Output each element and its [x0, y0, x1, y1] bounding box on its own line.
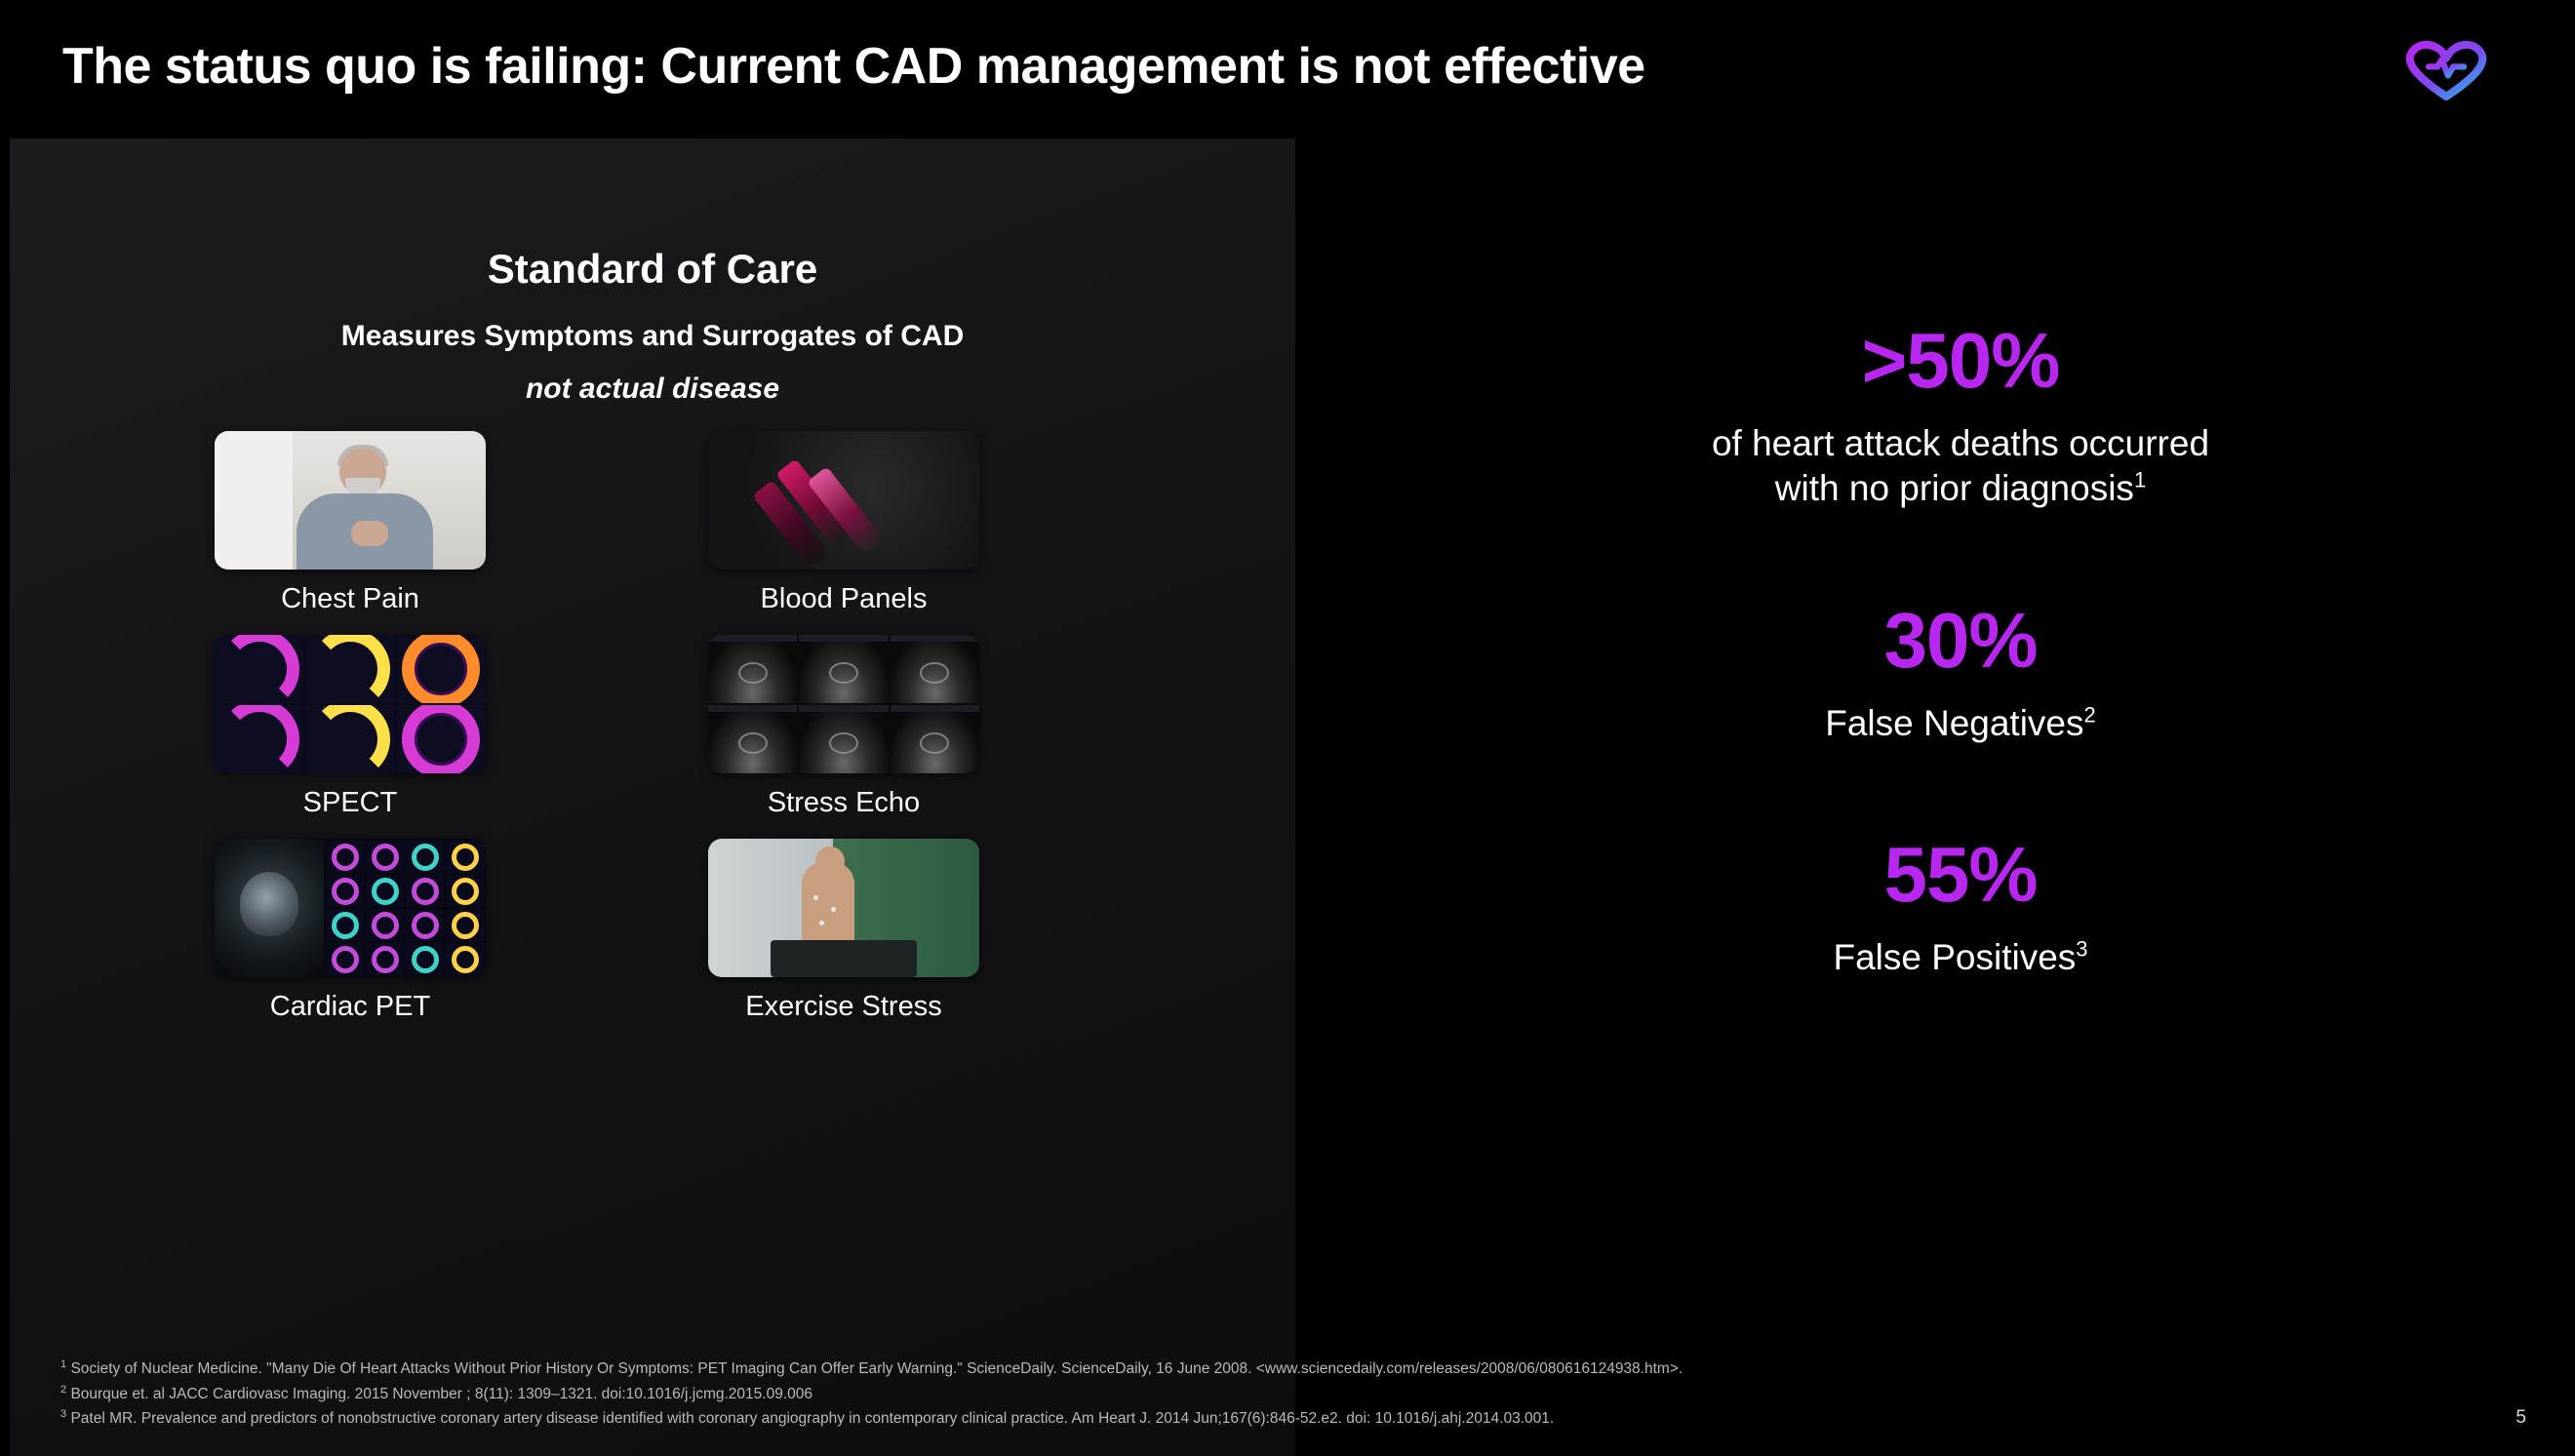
- modality-label: Cardiac PET: [269, 991, 431, 1022]
- modality-item-exercise-stress: [708, 839, 979, 1023]
- standard-of-care-subheading-1: Measures Symptoms and Surrogates of CAD: [340, 320, 965, 352]
- footnote-marker: 2: [60, 1383, 67, 1396]
- standard-of-care-heading: Standard of Care: [487, 246, 818, 292]
- stat-value: 55%: [1883, 830, 2038, 918]
- spect-scan-image: [215, 635, 486, 773]
- stat-block-false-negatives: [1414, 596, 2507, 746]
- stat-caption-line-2: with no prior diagnosis: [1774, 468, 2134, 509]
- footnotes: [60, 1357, 2304, 1431]
- footnote-text: Bourque et. al JACC Cardiovasc Imaging. 2015 November ; 8(11): 1309–1321. doi:10.1016/j.jcmg.2015.09.006: [70, 1385, 812, 1402]
- footnote-marker: 1: [60, 1358, 67, 1371]
- footnote-text: Society of Nuclear Medicine. "Many Die Of Heart Attacks Without Prior History Or Symptoms: PET Imaging Can Offer Early Warning." ScienceDaily. ScienceDaily, 16 June 2008. <www.sciencedaily.com/releases/2008/06/080616124938.htm>.: [70, 1360, 1684, 1378]
- footnote-marker: 2: [2083, 702, 2096, 728]
- footnote-item: [60, 1357, 2304, 1381]
- footnote-item: [60, 1382, 2304, 1406]
- modality-label: Exercise Stress: [745, 991, 942, 1022]
- modality-row: [215, 635, 1092, 819]
- exercise-stress-photo: [708, 839, 979, 977]
- modality-label: Chest Pain: [281, 583, 419, 614]
- stat-value: >50%: [1861, 317, 2060, 404]
- stat-caption-line-1: False Positives: [1833, 936, 2077, 977]
- stat-caption-line-1: of heart attack deaths occurred: [1711, 423, 2210, 463]
- modality-item-cardiac-pet: [215, 839, 486, 1023]
- heart-logo: [2394, 35, 2499, 105]
- modality-label: Stress Echo: [767, 787, 921, 818]
- modality-row: [215, 431, 1092, 615]
- modality-grid: [215, 431, 1092, 1043]
- page-number: 5: [2516, 1407, 2526, 1428]
- chest-pain-photo: [215, 431, 486, 570]
- modality-label: Blood Panels: [760, 583, 928, 614]
- modality-item-stress-echo: [708, 635, 979, 819]
- footnote-marker: 3: [2076, 936, 2088, 962]
- standard-of-care-panel: [10, 138, 1295, 1456]
- stat-value: 30%: [1883, 596, 2038, 684]
- modality-item-spect: [215, 635, 486, 819]
- modality-label: SPECT: [302, 787, 398, 818]
- footnote-marker: 1: [2133, 467, 2147, 492]
- stress-echo-image: [708, 635, 979, 773]
- page-title: The status quo is failing: Current CAD management is not effective: [62, 38, 1645, 95]
- modality-row: [215, 839, 1092, 1023]
- stat-block-no-prior-diagnosis: [1414, 317, 2507, 512]
- stat-caption: [1414, 701, 2507, 746]
- cardiac-pet-image: [215, 839, 486, 977]
- standard-of-care-subheading-2: not actual disease: [525, 373, 780, 405]
- stat-caption: [1414, 935, 2507, 980]
- stat-block-false-positives: [1414, 830, 2507, 980]
- footnote-item: [60, 1406, 2304, 1431]
- footnote-text: Patel MR. Prevalence and predictors of nonobstructive coronary artery disease identified with coronary angiography in contemporary clinical practice. Am Heart J. 2014 Jun;167(6):846-52.e2. doi: 10.1016/j.ahj.2014.03.001.: [70, 1409, 1555, 1427]
- stat-caption: [1414, 421, 2507, 512]
- statistics-panel: [1414, 317, 2507, 1070]
- blood-panels-photo: [708, 431, 979, 570]
- stat-caption-line-1: False Negatives: [1825, 702, 2084, 743]
- modality-item-blood-panels: [708, 431, 979, 615]
- modality-item-chest-pain: [215, 431, 486, 615]
- footnote-marker: 3: [60, 1407, 67, 1420]
